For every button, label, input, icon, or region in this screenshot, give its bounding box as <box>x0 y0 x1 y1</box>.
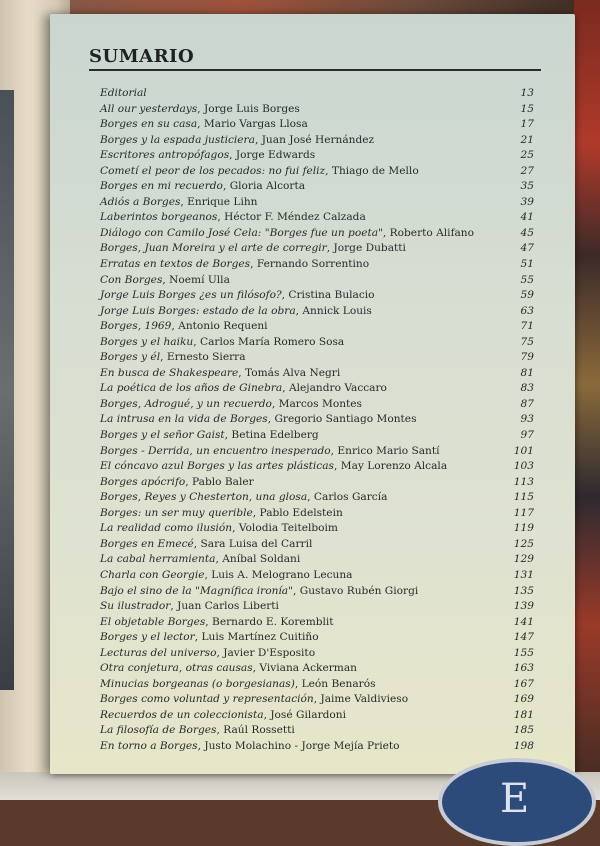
toc-entry <box>100 133 536 149</box>
toc-work-title: Minucias borgeanas (o borgesianas) <box>100 677 295 690</box>
toc-separator: , <box>222 180 230 193</box>
toc-entry-text <box>100 521 338 537</box>
toc-entry <box>100 241 536 257</box>
toc-entry-text <box>100 350 246 366</box>
toc-page-number: 101 <box>513 444 534 457</box>
toc-page-number: 169 <box>513 693 534 706</box>
toc-entry <box>100 366 536 382</box>
toc-entry-text <box>100 148 315 164</box>
toc-separator: , <box>229 149 236 162</box>
toc-work-title: Erratas en textos de Borges <box>100 258 251 271</box>
toc-entry <box>100 164 536 180</box>
toc-entry <box>100 195 536 211</box>
toc-author: Enrico Mario Santí <box>337 444 440 457</box>
toc-author: Mario Vargas Llosa <box>203 118 308 131</box>
toc-entry-text <box>100 552 300 568</box>
toc-entry-text <box>100 692 408 708</box>
toc-separator: , <box>216 646 224 659</box>
toc-separator: , <box>160 351 167 364</box>
toc-entry-text <box>100 677 376 693</box>
toc-work-title: Borges, Adrogué, y un recuerdo <box>100 397 272 410</box>
toc-page-number: 117 <box>513 506 534 519</box>
toc-separator: , <box>313 693 321 706</box>
toc-entry <box>100 646 536 662</box>
toc-author: Viviana Ackerman <box>259 662 357 675</box>
toc-entry <box>100 428 536 444</box>
toc-author: Juan José Hernández <box>261 133 375 146</box>
toc-entry <box>100 615 536 631</box>
toc-author: Jaime Valdivieso <box>320 693 409 706</box>
toc-entry-text <box>100 241 406 257</box>
toc-work-title: La realidad como ilusión <box>100 522 233 535</box>
toc-page-number: 119 <box>513 522 534 535</box>
toc-work-title: El objetable Borges <box>100 615 206 628</box>
toc-author: Luis A. Melograno Lecuna <box>211 568 353 581</box>
toc-entry <box>100 723 536 739</box>
toc-work-title: Borges y el señor Gaist <box>100 429 225 442</box>
toc-entry-text <box>100 179 305 195</box>
toc-page-number: 135 <box>513 584 534 597</box>
toc-author: Justo Molachino - Jorge Mejía Prieto <box>204 739 400 752</box>
toc-author: Thiago de Mello <box>331 164 419 177</box>
toc-entry <box>100 568 536 584</box>
toc-entry-text <box>100 490 387 506</box>
toc-separator: , <box>194 631 202 644</box>
toc-page-number: 81 <box>520 366 534 379</box>
toc-page-number: 103 <box>513 460 534 473</box>
toc-page-number: 13 <box>520 87 534 99</box>
toc-entry-text <box>100 444 440 460</box>
toc-work-title: Jorge Luis Borges ¿es un filósofo? <box>100 289 282 302</box>
toc-page-number: 45 <box>520 226 534 239</box>
toc-author: Annick Louis <box>302 304 372 317</box>
toc-entry-text <box>100 537 312 553</box>
toc-separator: , <box>224 429 232 442</box>
toc-entry-text <box>100 117 308 133</box>
toc-entry-text <box>100 568 353 584</box>
toc-work-title: Borges como voluntad y representación <box>100 693 314 706</box>
toc-page-number: 83 <box>520 382 534 395</box>
toc-separator: , <box>295 304 303 317</box>
toc-entry-text <box>100 304 372 320</box>
toc-page-number: 139 <box>513 600 534 613</box>
toc-work-title: Borges apócrifo <box>100 475 186 488</box>
toc-author: Antonio Requeni <box>178 320 268 333</box>
toc-work-title: All our yesterdays <box>100 102 198 115</box>
toc-entry <box>100 661 536 677</box>
toc-separator: , <box>216 724 224 737</box>
toc-entry-text <box>100 412 417 428</box>
toc-entry <box>100 319 536 335</box>
toc-page-number: 55 <box>520 273 534 286</box>
toc-work-title: La poética de los años de Ginebra <box>100 382 283 395</box>
toc-work-title: En busca de Shakespeare <box>100 366 239 379</box>
toc-work-title: Borges y el haiku <box>100 335 194 348</box>
toc-separator: , <box>263 708 271 721</box>
toc-entry-text <box>100 739 400 755</box>
toc-entry-text <box>100 273 230 289</box>
toc-page-number: 167 <box>513 677 534 690</box>
toc-separator: , <box>333 460 341 473</box>
toc-work-title: La cabal herramienta <box>100 553 216 566</box>
toc-entry <box>100 739 536 755</box>
toc-author: Ernesto Sierra <box>166 351 246 364</box>
toc-separator: , <box>197 102 204 115</box>
toc-page-number: 51 <box>520 258 534 271</box>
toc-page-number: 35 <box>520 180 534 193</box>
toc-entry <box>100 677 536 693</box>
toc-page-number: 198 <box>513 739 534 752</box>
toc-author: Sara Luisa del Carril <box>200 537 313 550</box>
toc-entry <box>100 117 536 133</box>
toc-entry <box>100 459 536 475</box>
toc-work-title: Editorial <box>100 87 147 99</box>
toc-author: Jorge Luis Borges <box>203 102 300 115</box>
toc-separator: , <box>252 506 260 519</box>
toc-author: Luis Martínez Cuitiño <box>201 631 319 644</box>
toc-separator: , <box>204 568 212 581</box>
toc-separator: , <box>217 211 225 224</box>
toc-entry <box>100 304 536 320</box>
toc-entry <box>100 506 536 522</box>
toc-entry-text <box>100 195 257 211</box>
toc-author: Pablo Edelstein <box>259 506 343 519</box>
toc-separator: , <box>197 118 204 131</box>
toc-page-number: 17 <box>520 118 534 131</box>
toc-entry <box>100 257 536 273</box>
toc-author: Volodia Teitelboim <box>238 522 338 535</box>
toc-page-number: 47 <box>520 242 534 255</box>
toc-entry <box>100 210 536 226</box>
toc-page-number: 75 <box>520 335 534 348</box>
toc-page-number: 125 <box>513 537 534 550</box>
toc-entry <box>100 350 536 366</box>
toc-separator: , <box>215 553 223 566</box>
toc-entry-text <box>100 366 340 382</box>
toc-entry-text <box>100 584 418 600</box>
toc-author: Gregorio Santiago Montes <box>274 413 417 426</box>
toc-page-number: 39 <box>520 195 534 208</box>
toc-entry-text <box>100 630 319 646</box>
toc-entry <box>100 630 536 646</box>
toc-work-title: Charla con Georgie <box>100 568 205 581</box>
toc-page-number: 147 <box>513 631 534 644</box>
toc-separator: , <box>271 397 279 410</box>
toc-entry <box>100 148 536 164</box>
toc-page-number: 59 <box>520 289 534 302</box>
toc-entry-text <box>100 661 357 677</box>
toc-page-number: 113 <box>513 475 534 488</box>
toc-page-number: 155 <box>513 646 534 659</box>
toc-page-number: 131 <box>513 568 534 581</box>
toc-separator: , <box>282 382 289 395</box>
toc-entry <box>100 288 536 304</box>
toc-entry-text <box>100 133 374 149</box>
toc-work-title: Borges - Derrida, un encuentro inesperado <box>100 444 331 457</box>
toc-work-title: Bajo el sino de la "Magnífica ironía" <box>100 584 293 597</box>
toc-entry <box>100 86 536 102</box>
toc-separator: , <box>267 413 275 426</box>
toc-separator: , <box>250 258 257 271</box>
toc-separator: , <box>330 444 338 457</box>
toc-entry-text <box>100 599 279 615</box>
toc-separator: , <box>193 335 200 348</box>
toc-author: Jorge Edwards <box>235 149 316 162</box>
toc-author: Pablo Baler <box>192 475 254 488</box>
toc-separator: , <box>281 289 289 302</box>
toc-page-number: 25 <box>520 149 534 162</box>
toc-author: May Lorenzo Alcala <box>340 460 448 473</box>
toc-work-title: Escritores antropófagos <box>100 149 230 162</box>
toc-separator: , <box>326 242 334 255</box>
toc-work-title: Borges y él <box>100 351 161 364</box>
toc-separator: , <box>325 164 332 177</box>
toc-author: Marcos Montes <box>278 397 362 410</box>
toc-page-number: 87 <box>520 397 534 410</box>
toc-entry <box>100 412 536 428</box>
toc-work-title: La intrusa en la vida de Borges <box>100 413 268 426</box>
toc-work-title: Borges y el lector <box>100 631 195 644</box>
toc-entry-text <box>100 646 315 662</box>
toc-page-number: 141 <box>513 615 534 628</box>
toc-separator: , <box>162 273 170 286</box>
toc-author: Juan Carlos Liberti <box>177 600 279 613</box>
toc-work-title: Borges en Emecé <box>100 537 194 550</box>
toc-entry-text <box>100 615 334 631</box>
toc-page-number: 129 <box>513 553 534 566</box>
toc-author: Gustavo Rubén Giorgi <box>299 584 419 597</box>
toc-entry-text <box>100 428 319 444</box>
toc-entry-text <box>100 210 366 226</box>
toc-separator: , <box>205 615 213 628</box>
toc-entry-text <box>100 381 387 397</box>
toc-entry <box>100 226 536 242</box>
toc-work-title: La filosofía de Borges <box>100 724 217 737</box>
toc-work-title: Borges: un ser muy querible <box>100 506 253 519</box>
toc-separator: , <box>292 584 300 597</box>
toc-author: Tomás Alva Negri <box>244 366 341 379</box>
toc-entry <box>100 381 536 397</box>
toc-separator: , <box>197 739 205 752</box>
toc-work-title: Borges en mi recuerdo <box>100 180 223 193</box>
toc-entry-text <box>100 459 447 475</box>
toc-separator: , <box>382 226 390 239</box>
toc-entry <box>100 537 536 553</box>
toc-author: Noemí Ulla <box>169 273 230 286</box>
toc-author: Raúl Rossetti <box>223 724 295 737</box>
toc-work-title: Con Borges <box>100 273 163 286</box>
toc-entry <box>100 490 536 506</box>
toc-author: Héctor F. Méndez Calzada <box>224 211 366 224</box>
toc-author: Enrique Lihn <box>187 195 258 208</box>
toc-entry <box>100 475 536 491</box>
toc-page-number: 163 <box>513 662 534 675</box>
left-page-photo-edge <box>0 90 14 690</box>
toc-entry-text <box>100 257 369 273</box>
toc-entry <box>100 552 536 568</box>
seal-logo: E <box>500 776 530 822</box>
toc-entry-text <box>100 723 295 739</box>
toc-work-title: Lecturas del universo <box>100 646 217 659</box>
toc-page-number: 97 <box>520 429 534 442</box>
toc-page-number: 71 <box>520 320 534 333</box>
toc-separator: , <box>252 662 260 675</box>
toc-page-number: 63 <box>520 304 534 317</box>
toc-separator: , <box>254 133 262 146</box>
toc-work-title: Diálogo con Camilo José Cela: "Borges fue un poeta" <box>100 226 383 239</box>
toc-entry <box>100 444 536 460</box>
toc-entry-text <box>100 335 344 351</box>
toc-entry-text <box>100 102 300 118</box>
toc-entry <box>100 335 536 351</box>
toc-page-number: 79 <box>520 351 534 364</box>
toc-page-number: 27 <box>520 164 534 177</box>
toc-work-title: Cometí el peor de los pecados: no fui feliz <box>100 164 326 177</box>
toc-entry-text <box>100 506 343 522</box>
page-title: SUMARIO <box>89 46 195 67</box>
toc-page-number: 93 <box>520 413 534 426</box>
toc-work-title: El cóncavo azul Borges y las artes plásticas <box>100 460 334 473</box>
toc-entry-text <box>100 319 268 335</box>
toc-page-number: 115 <box>513 491 534 504</box>
toc-author: Carlos María Romero Sosa <box>199 335 345 348</box>
toc-page-number: 41 <box>520 211 534 224</box>
table-of-contents <box>100 86 536 755</box>
toc-author: Javier D'Esposito <box>223 646 316 659</box>
toc-author: Carlos García <box>313 491 388 504</box>
toc-author: León Benarós <box>301 677 376 690</box>
toc-work-title: Borges y la espada justiciera <box>100 133 255 146</box>
toc-author: José Gilardoni <box>270 708 346 721</box>
toc-entry-text <box>100 288 375 304</box>
toc-entry <box>100 599 536 615</box>
toc-separator: , <box>232 522 239 535</box>
toc-entry <box>100 521 536 537</box>
toc-separator: , <box>294 677 302 690</box>
toc-work-title: Borges en su casa <box>100 118 198 131</box>
toc-author: Bernardo E. Koremblit <box>212 615 334 628</box>
toc-entry <box>100 273 536 289</box>
toc-separator: , <box>307 491 314 504</box>
toc-author: Betina Edelberg <box>231 429 319 442</box>
toc-entry-text <box>100 86 147 102</box>
toc-work-title: En torno a Borges <box>100 739 198 752</box>
toc-page-number: 15 <box>520 102 534 115</box>
title-rule <box>89 69 541 71</box>
toc-entry-text <box>100 708 346 724</box>
toc-separator: , <box>238 366 245 379</box>
toc-work-title: Borges, Juan Moreira y el arte de corregir <box>100 242 327 255</box>
toc-author: Fernando Sorrentino <box>256 258 370 271</box>
toc-work-title: Recuerdos de un coleccionista <box>100 708 264 721</box>
toc-author: Cristina Bulacio <box>288 289 375 302</box>
toc-work-title: Su ilustrador <box>100 600 171 613</box>
toc-author: Gloria Alcorta <box>229 180 306 193</box>
toc-entry <box>100 692 536 708</box>
toc-entry <box>100 397 536 413</box>
seal-sticker <box>438 758 596 846</box>
toc-page-number: 181 <box>513 708 534 721</box>
toc-entry <box>100 102 536 118</box>
toc-separator: , <box>185 475 192 488</box>
toc-separator: , <box>180 195 188 208</box>
toc-separator: , <box>193 537 201 550</box>
toc-separator: , <box>171 320 179 333</box>
toc-page-number: 21 <box>520 133 534 146</box>
toc-entry <box>100 179 536 195</box>
toc-author: Roberto Alifano <box>389 226 475 239</box>
toc-entry-text <box>100 397 362 413</box>
toc-author: Jorge Dubatti <box>333 242 406 255</box>
toc-work-title: Laberintos borgeanos <box>100 211 218 224</box>
toc-work-title: Otra conjetura, otras causas <box>100 662 253 675</box>
toc-author: Aníbal Soldani <box>222 553 301 566</box>
toc-entry <box>100 584 536 600</box>
toc-entry-text <box>100 164 419 180</box>
toc-work-title: Jorge Luis Borges: estado de la obra <box>100 304 296 317</box>
toc-entry-text <box>100 226 474 242</box>
toc-work-title: Borges, 1969 <box>100 320 172 333</box>
toc-work-title: Adiós a Borges <box>100 195 181 208</box>
toc-entry-text <box>100 475 254 491</box>
toc-author: Alejandro Vaccaro <box>289 382 387 395</box>
toc-work-title: Borges, Reyes y Chesterton, una glosa <box>100 491 308 504</box>
toc-page-number: 185 <box>513 724 534 737</box>
toc-separator: , <box>170 600 178 613</box>
background-books-right <box>574 0 600 800</box>
toc-entry <box>100 708 536 724</box>
